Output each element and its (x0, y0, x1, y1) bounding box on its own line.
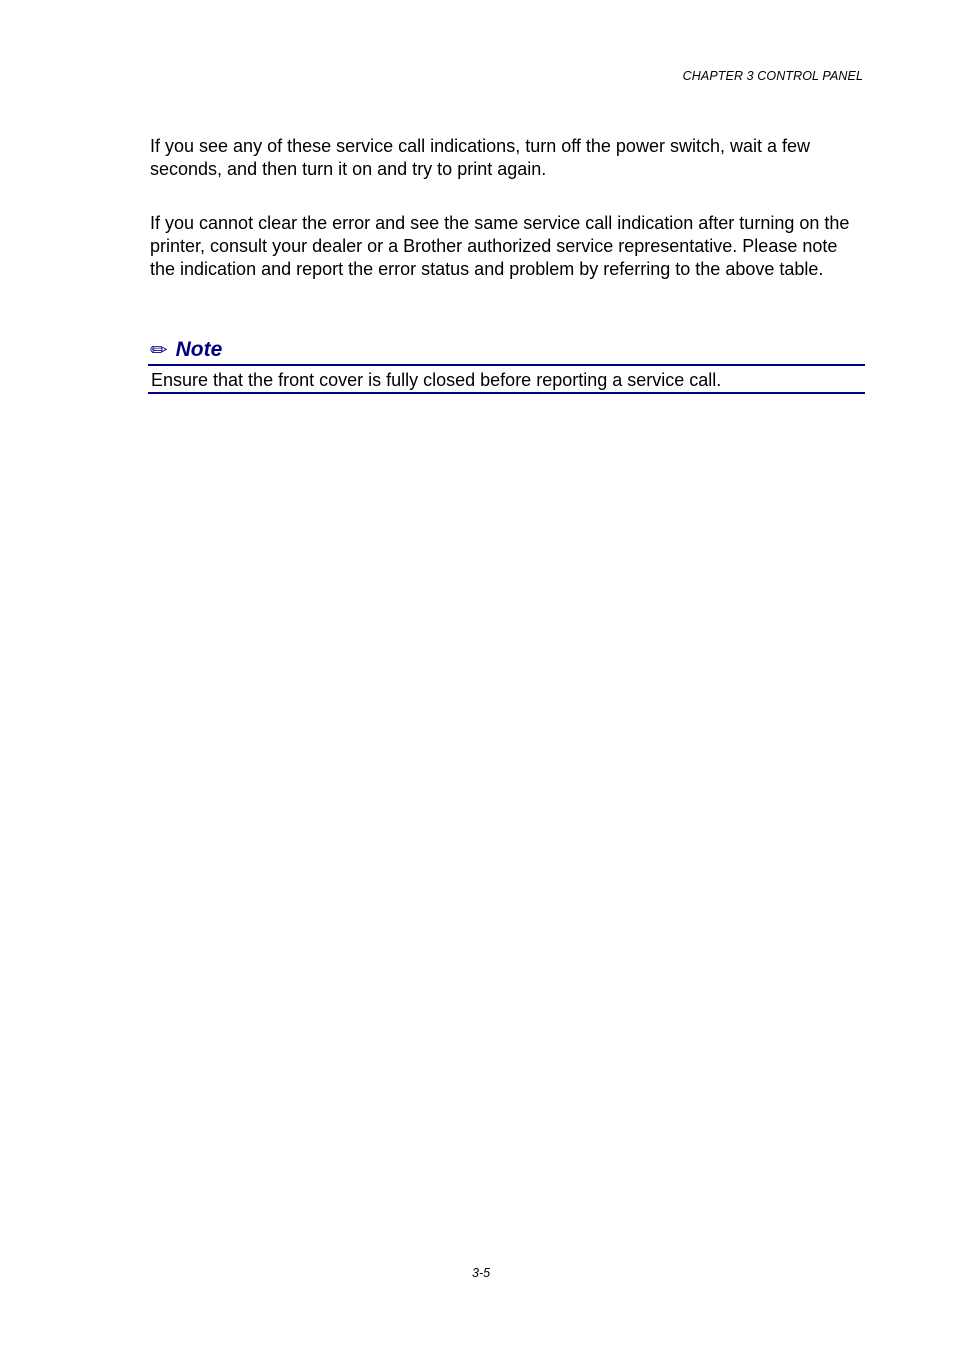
note-top-rule (148, 364, 865, 366)
running-header: CHAPTER 3 CONTROL PANEL (682, 69, 863, 83)
note-bottom-rule (148, 392, 865, 394)
page-number: 3-5 (472, 1266, 491, 1280)
paragraph-service-call-instructions: If you see any of these service call indications, turn off the power switch, wait a few seconds, and then turn it on and try to print again. (150, 136, 810, 179)
note-title: Note (175, 338, 223, 361)
pencil-icon: ✏ (150, 338, 168, 362)
paragraph-contact-dealer: If you cannot clear the error and see the same service call indication after turning on the printer, consult your dealer or a Brother authorized service representative. Please note the indication and report the error status and problem by referring to the above table. (150, 213, 850, 279)
note-heading (150, 337, 222, 363)
note-text: Ensure that the front cover is fully closed before reporting a service call. (151, 370, 722, 390)
